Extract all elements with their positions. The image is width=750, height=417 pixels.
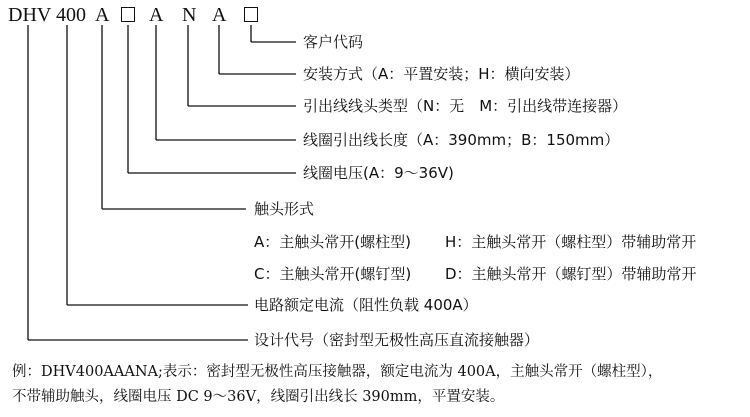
- label-lead-type: 引出线线头类型（N：无 M：引出线带连接器）: [303, 97, 628, 115]
- example-line-1: 例：DHV400AAANA;表示：密封型无极性高压接触器，额定电流为 400A，主触头常开（螺柱型），: [12, 364, 663, 380]
- code-mounting: A: [212, 4, 227, 26]
- code-current: 400: [56, 4, 86, 26]
- label-contact-c: C：主触头常开(螺钉型): [254, 265, 412, 283]
- code-contact-form: A: [95, 4, 110, 26]
- label-customer-code: 客户代码: [303, 33, 364, 51]
- label-coil-voltage: 线圈电压(A：9～36V): [303, 164, 454, 182]
- label-rated-current: 电路额定电流（阻性负载 400A）: [254, 296, 478, 314]
- code-prefix: DHV: [8, 4, 52, 26]
- label-contact-a: A：主触头常开(螺柱型): [254, 233, 411, 251]
- label-contact-d: D：主触头常开（螺钉型）带辅助常开: [445, 265, 697, 283]
- label-contact-h: H：主触头常开（螺柱型）带辅助常开: [445, 233, 697, 251]
- label-contact-form: 触头形式: [254, 200, 315, 218]
- example-line-2: 不带辅助触头，线圈电压 DC 9～36V，线圈引出线长 390mm，平置安装。: [12, 389, 505, 405]
- label-design-code: 设计代号（密封型无极性高压直流接触器）: [254, 331, 540, 349]
- label-lead-length: 线圈引出线长度（A：390mm；B：150mm）: [303, 131, 620, 149]
- label-mounting: 安装方式（A：平置安装；H：横向安装）: [303, 65, 580, 83]
- code-lead-length: A: [149, 4, 164, 26]
- code-lead-type: N: [182, 4, 197, 26]
